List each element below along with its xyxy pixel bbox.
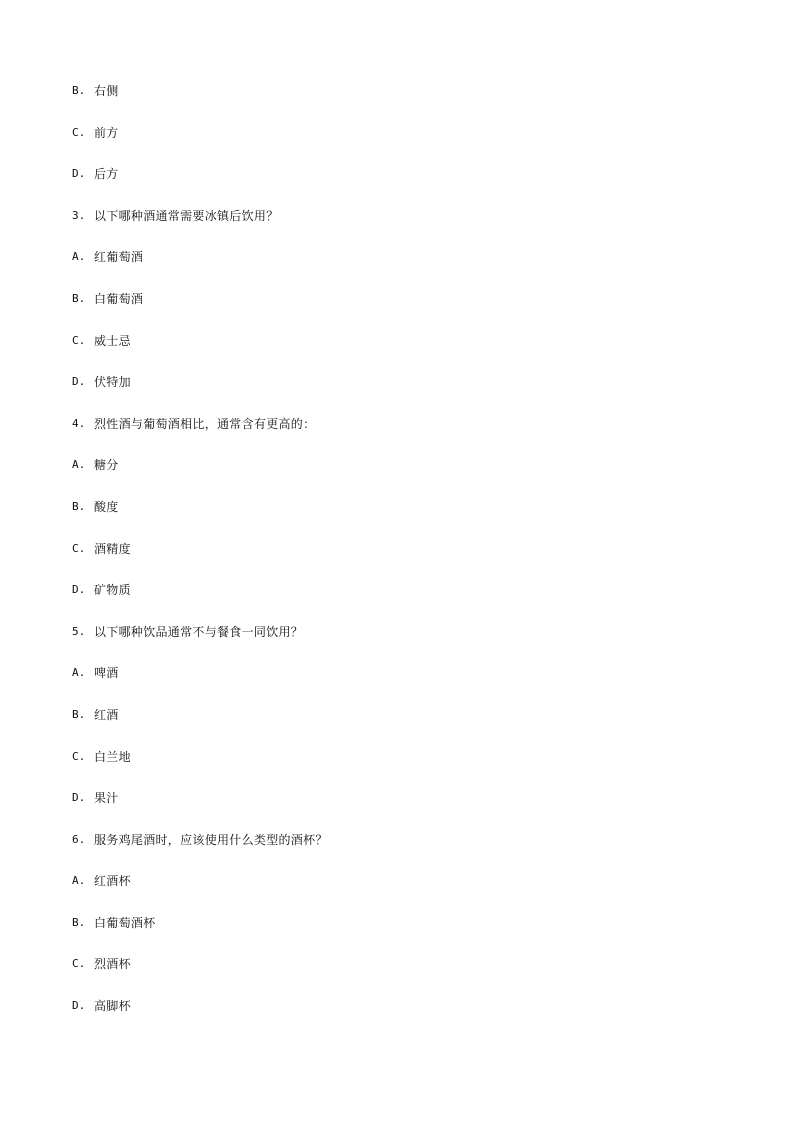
- option-letter: A.: [72, 874, 86, 888]
- option-d: [72, 996, 722, 1038]
- option-text: 红葡萄酒: [94, 250, 144, 265]
- option-b: [72, 497, 722, 539]
- option-letter: B.: [72, 291, 86, 305]
- option-d: [72, 580, 722, 622]
- option-letter: D.: [72, 583, 86, 597]
- option-d: [72, 788, 722, 830]
- option-text: 白葡萄酒: [94, 291, 144, 306]
- option-b: [72, 705, 722, 747]
- option-c: [72, 331, 722, 373]
- option-letter: B.: [72, 499, 86, 513]
- option-a: [72, 871, 722, 913]
- option-text: 酒精度: [94, 541, 131, 556]
- option-d: [72, 372, 722, 414]
- option-letter: C.: [72, 957, 86, 971]
- option-letter: C.: [72, 541, 86, 555]
- option-letter: D.: [72, 167, 86, 181]
- option-b: [72, 289, 722, 331]
- option-text: 伏特加: [94, 375, 131, 390]
- option-text: 酸度: [94, 499, 119, 514]
- option-letter: D.: [72, 999, 86, 1013]
- option-text: 后方: [94, 167, 119, 182]
- question-4: [72, 414, 722, 456]
- option-text: 糖分: [94, 458, 119, 473]
- question-3: [72, 206, 722, 248]
- option-text: 右侧: [94, 84, 119, 98]
- option-text: 白葡萄酒杯: [94, 915, 156, 930]
- option-letter: A.: [72, 666, 86, 680]
- option-letter: D.: [72, 375, 86, 389]
- option-text: 矿物质: [94, 583, 131, 598]
- option-letter: C.: [72, 333, 86, 347]
- option-text: 红酒: [94, 707, 119, 722]
- question-text: 以下哪种酒通常需要冰镇后饮用？: [94, 208, 279, 223]
- option-c: [72, 123, 722, 165]
- question-number: 4.: [72, 416, 86, 430]
- option-text: 烈酒杯: [94, 957, 131, 972]
- option-letter: B.: [72, 84, 86, 97]
- option-c: [72, 954, 722, 996]
- option-a: [72, 455, 722, 497]
- option-d: [72, 164, 722, 206]
- option-text: 果汁: [94, 791, 119, 806]
- question-number: 6.: [72, 832, 86, 846]
- option-c: [72, 539, 722, 581]
- question-number: 5.: [72, 624, 86, 638]
- question-text: 烈性酒与葡萄酒相比，通常含有更高的：: [94, 416, 316, 431]
- question-text: 以下哪种饮品通常不与餐食一同饮用？: [94, 624, 304, 639]
- option-text: 前方: [94, 125, 119, 140]
- question-number: 3.: [72, 208, 86, 222]
- option-text: 红酒杯: [94, 874, 131, 889]
- option-text: 高脚杯: [94, 999, 131, 1014]
- option-letter: B.: [72, 707, 86, 721]
- option-text: 威士忌: [94, 333, 131, 348]
- option-b: [72, 913, 722, 955]
- question-6: [72, 830, 722, 872]
- option-text: 白兰地: [94, 749, 131, 764]
- option-letter: A.: [72, 458, 86, 472]
- option-letter: D.: [72, 791, 86, 805]
- option-letter: B.: [72, 915, 86, 929]
- option-b: [72, 81, 722, 123]
- option-a: [72, 247, 722, 289]
- option-c: [72, 747, 722, 789]
- option-letter: C.: [72, 749, 86, 763]
- option-a: [72, 663, 722, 705]
- option-letter: C.: [72, 125, 86, 139]
- option-text: 啤酒: [94, 666, 119, 681]
- question-list: [72, 81, 722, 1038]
- question-text: 服务鸡尾酒时，应该使用什么类型的酒杯？: [94, 832, 328, 847]
- option-letter: A.: [72, 250, 86, 264]
- question-5: [72, 622, 722, 664]
